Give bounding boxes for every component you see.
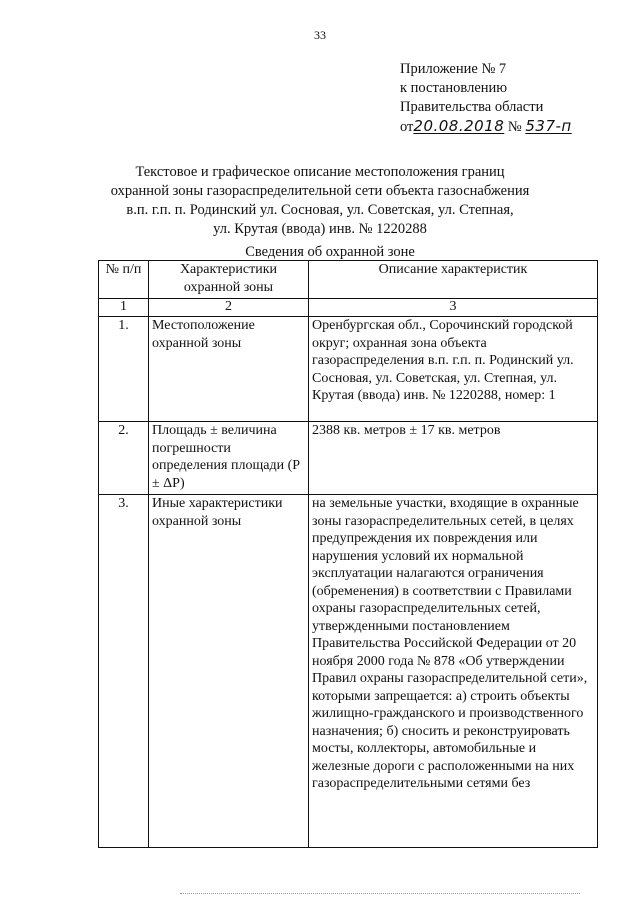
table-row xyxy=(99,317,598,422)
row-number: 3. xyxy=(99,495,149,848)
document-heading xyxy=(60,163,580,239)
appendix-block xyxy=(400,60,572,137)
table-caption: Сведения об охранной зоне xyxy=(245,244,415,260)
row-characteristic: Иные характеристики охранной зоны xyxy=(149,495,309,848)
row-description: Оренбургская обл., Сорочинский городской округ; охранная зона объекта газораспределения в.п. г.п. п. Родинский ул. Сосновая, ул. Советская, ул. Степная, ул. Крутая (ввода) инв. № 1220288, номер: 1 xyxy=(309,317,598,422)
column-number-cell: 3 xyxy=(309,299,598,317)
table-row xyxy=(99,422,598,495)
number-prefix: № xyxy=(507,119,522,135)
column-number-row xyxy=(99,299,598,317)
header-cell-description: Описание характеристик xyxy=(309,261,598,299)
zone-info-table xyxy=(98,260,598,848)
column-number-cell: 2 xyxy=(149,299,309,317)
heading-line: в.п. г.п. п. Родинский ул. Сосновая, ул. Советская, ул. Степная, xyxy=(126,202,514,218)
appendix-date-line xyxy=(400,117,572,137)
handwritten-number: 537-п xyxy=(525,117,572,135)
appendix-title: Приложение № 7 xyxy=(400,61,507,77)
date-prefix: от xyxy=(400,119,414,135)
table-header-row xyxy=(99,261,598,299)
table-row xyxy=(99,495,598,848)
heading-line: охранной зоны газораспределительной сети объекта газоснабжения xyxy=(110,183,530,199)
row-characteristic: Площадь ± величина погрешности определения площади (Р ± ΔР) xyxy=(149,422,309,495)
row-description: на земельные участки, входящие в охранные зоны газораспределительных сетей, в целях предупреждения их повреждения или нарушения условий их нормальной эксплуатации налагаются ограничения (обременения) в соответствии с Правилами охраны газораспределительных сетей, утвержденными постановлением Правительства Российской Федерации от 20 ноября 2000 года № 878 «Об утверждении Правил охраны газораспределительной сети», которыми запрещается: а) строить объекты жилищно-гражданского и производственного назначения; б) сносить и реконструировать мосты, коллекторы, автомобильные и железные дороги с расположенными на них газораспределительными сетями без xyxy=(309,495,598,848)
heading-line: ул. Крутая (ввода) инв. № 1220288 xyxy=(213,221,427,237)
row-number: 1. xyxy=(99,317,149,422)
handwritten-date: 20.08.2018 xyxy=(413,117,505,135)
column-number-cell: 1 xyxy=(99,299,149,317)
row-number: 2. xyxy=(99,422,149,495)
header-cell-characteristic: Характеристики охранной зоны xyxy=(149,261,309,299)
row-description: 2388 кв. метров ± 17 кв. метров xyxy=(309,422,598,495)
scan-artifact xyxy=(180,893,580,897)
appendix-line-resolution: к постановлению xyxy=(400,80,508,96)
page-number: 33 xyxy=(314,28,326,42)
appendix-line-government: Правительства области xyxy=(400,99,544,115)
row-characteristic: Местоположение охранной зоны xyxy=(149,317,309,422)
header-cell-number: № п/п xyxy=(99,261,149,299)
heading-line: Текстовое и графическое описание местоположения границ xyxy=(135,164,505,180)
